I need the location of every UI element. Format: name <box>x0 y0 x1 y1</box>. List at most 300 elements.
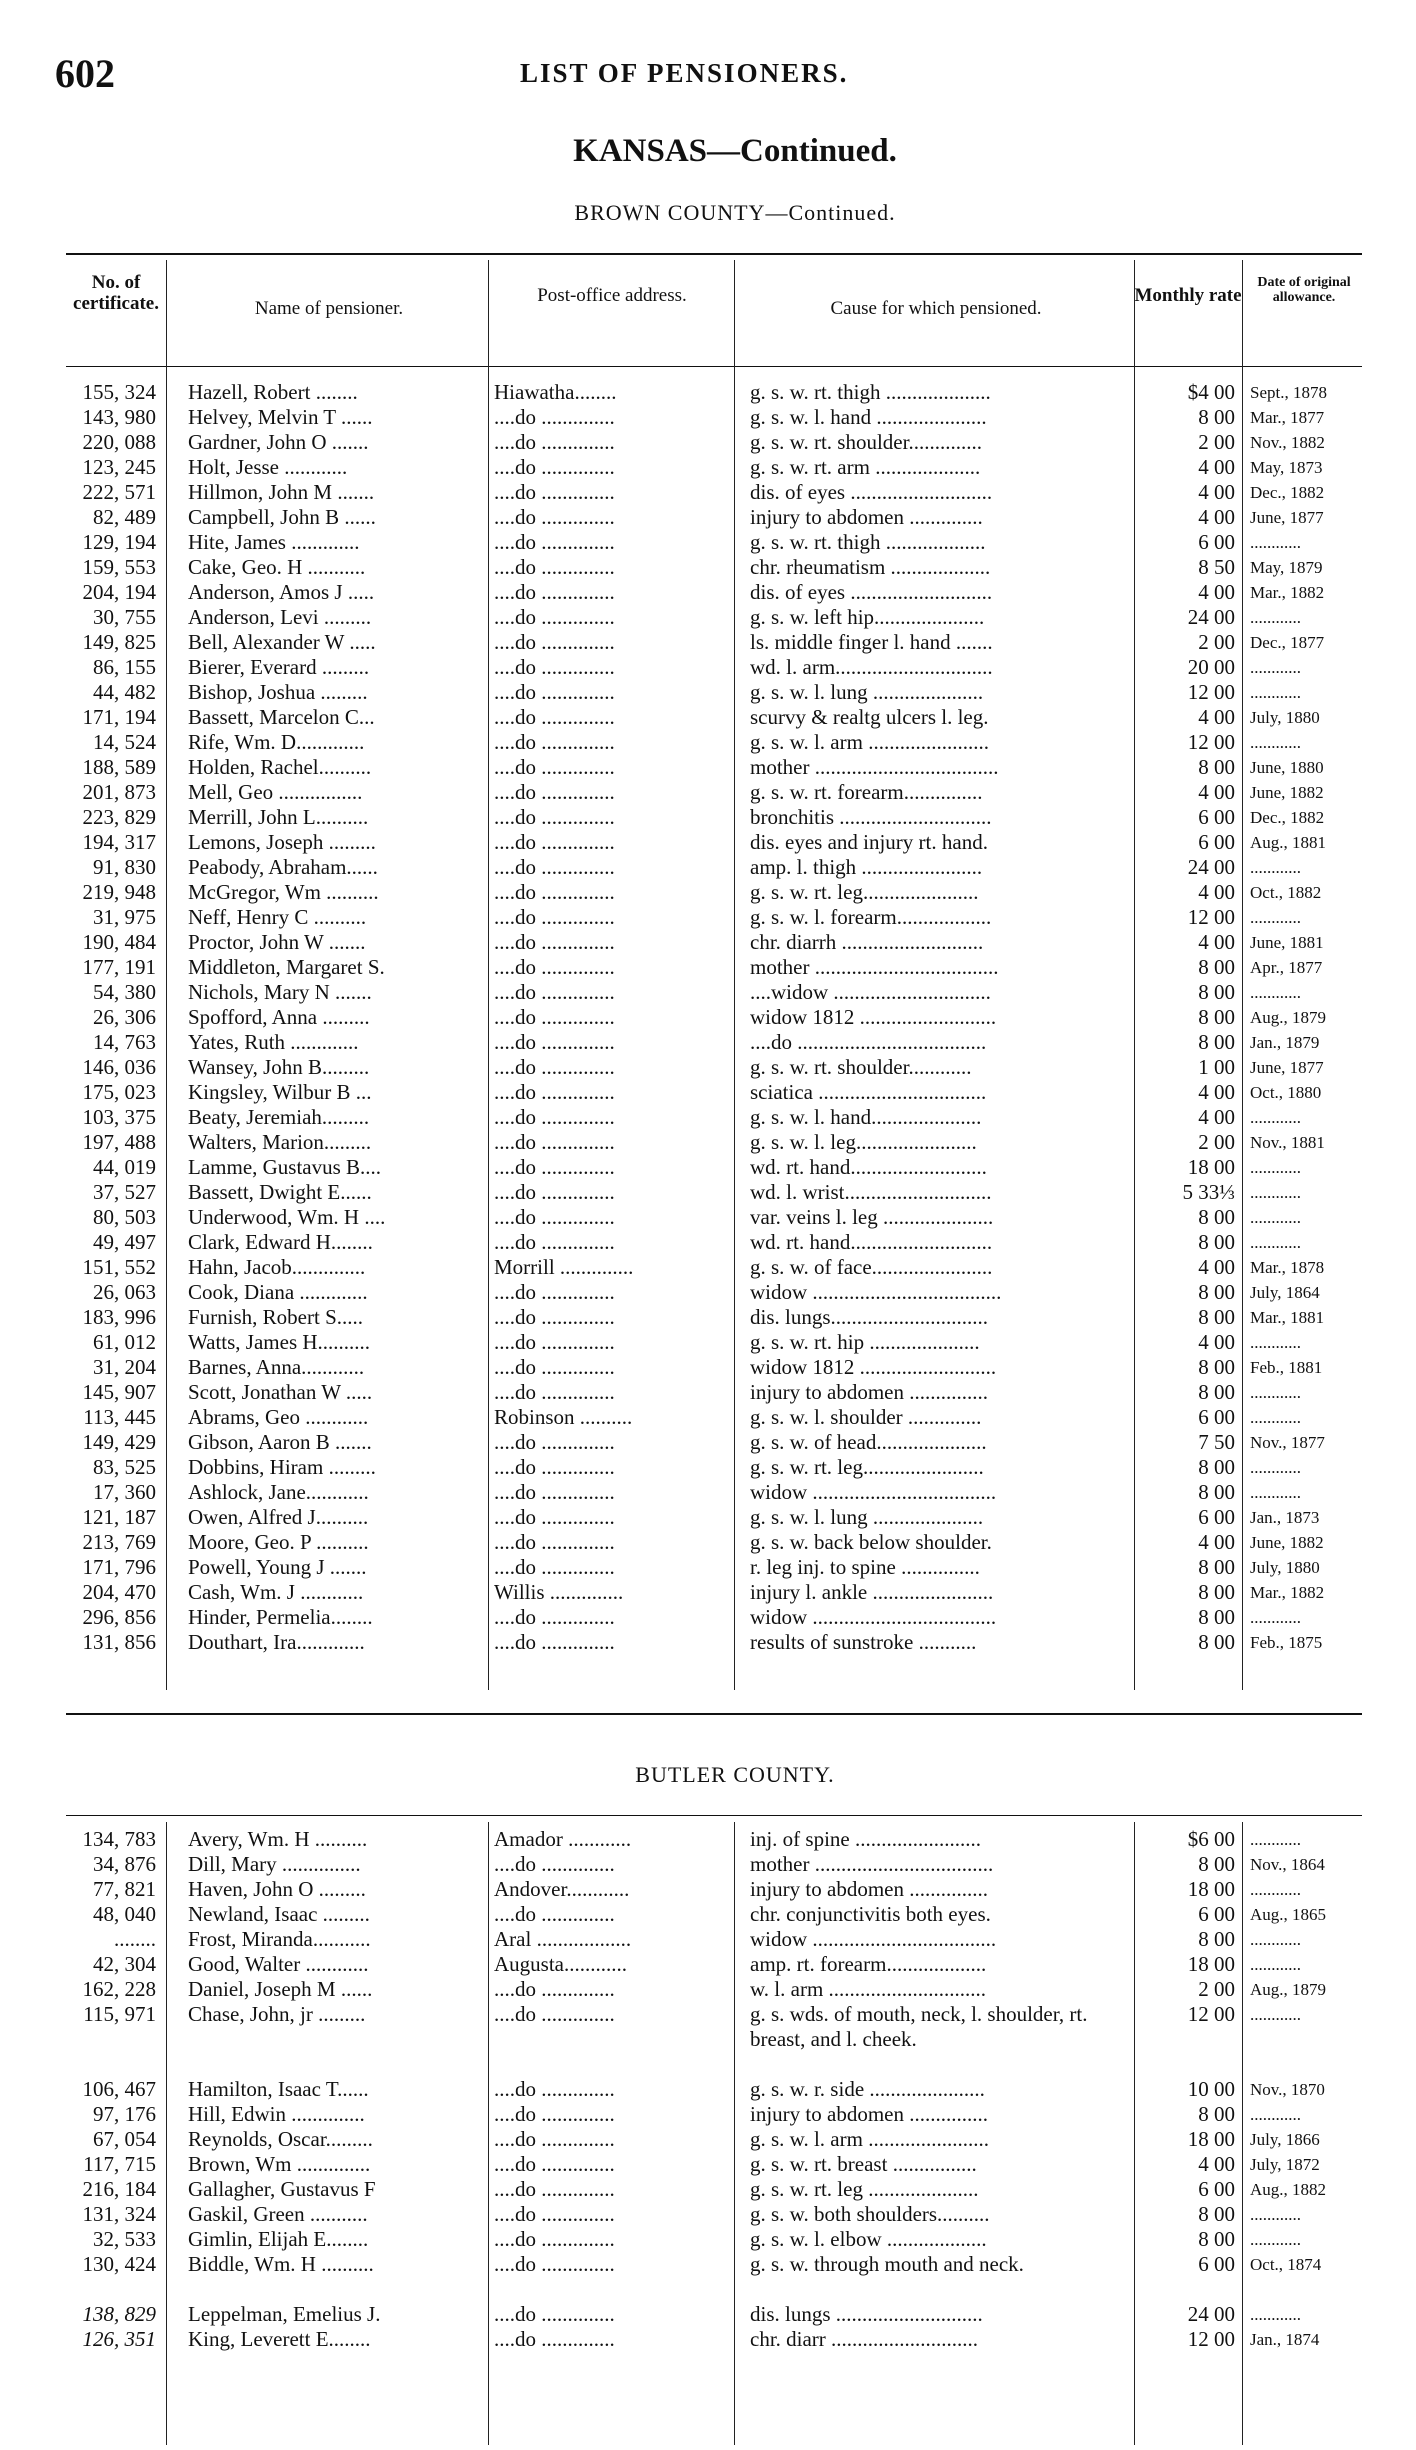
post-office-cell: ....do .............. <box>494 2302 615 2326</box>
certificate-number-cell: 145, 907 <box>82 1380 156 1404</box>
allowance-date-cell: May, 1879 <box>1250 558 1323 577</box>
table-row <box>0 1902 1416 1927</box>
monthly-rate-cell: 6 00 <box>1198 2252 1235 2276</box>
allowance-date-cell: July, 1872 <box>1250 2155 1320 2174</box>
table-row <box>0 2327 1416 2352</box>
certificate-number-cell: 31, 975 <box>93 905 156 929</box>
allowance-date-cell: ............ <box>1250 1158 1301 1177</box>
post-office-cell: ....do .............. <box>494 2177 615 2201</box>
allowance-date-cell: May, 1873 <box>1250 458 1323 477</box>
certificate-number-cell: 44, 019 <box>93 1155 156 1179</box>
certificate-number-cell: 131, 324 <box>82 2202 156 2226</box>
monthly-rate-cell: $6 00 <box>1187 1827 1235 1851</box>
certificate-number-cell: 106, 467 <box>82 2077 156 2101</box>
post-office-cell: Willis .............. <box>494 1580 624 1604</box>
allowance-date-cell: ............ <box>1250 858 1301 877</box>
post-office-cell: ....do .............. <box>494 1030 615 1054</box>
monthly-rate-cell: 12 00 <box>1187 2002 1235 2026</box>
pensioner-name-cell: Moore, Geo. P .......... <box>188 1530 369 1554</box>
monthly-rate-cell: 4 00 <box>1198 1105 1235 1129</box>
cause-cell: g. s. w. l. hand ..................... <box>750 405 987 429</box>
cause-cell: g. s. w. l. arm ....................... <box>750 730 989 754</box>
allowance-date-cell: Mar., 1882 <box>1250 583 1325 602</box>
post-office-cell: ....do .............. <box>494 2202 615 2226</box>
post-office-cell: ....do .............. <box>494 1080 615 1104</box>
cause-cell: wd. l. arm.............................. <box>750 655 993 679</box>
monthly-rate-cell: 8 00 <box>1198 2227 1235 2251</box>
certificate-number-cell: 220, 088 <box>82 430 156 454</box>
pensioner-name-cell: Hill, Edwin .............. <box>188 2102 365 2126</box>
post-office-cell: Hiawatha........ <box>494 380 617 404</box>
pensioner-name-cell: Rife, Wm. D............. <box>188 730 365 754</box>
table-row <box>0 1455 1416 1480</box>
cause-cell: g. s. w. rt. leg...................... <box>750 880 979 904</box>
header-bottom-rule <box>66 366 1362 367</box>
post-office-cell: Robinson .......... <box>494 1405 633 1429</box>
cause-cell: amp. l. thigh ....................... <box>750 855 983 879</box>
monthly-rate-cell: 6 00 <box>1198 1405 1235 1429</box>
post-office-cell: ....do .............. <box>494 1605 615 1629</box>
post-office-cell: ....do .............. <box>494 1055 615 1079</box>
pensioner-name-cell: Gimlin, Elijah E........ <box>188 2227 369 2251</box>
table-row <box>0 780 1416 805</box>
pensioner-name-cell: Powell, Young J ....... <box>188 1555 367 1579</box>
post-office-cell: ....do .............. <box>494 2252 615 2276</box>
post-office-cell: ....do .............. <box>494 1180 615 1204</box>
pensioner-name-cell: Douthart, Ira............. <box>188 1630 365 1654</box>
cause-cell: g. s. w. left hip..................... <box>750 605 985 629</box>
cause-cell: dis. lungs.............................. <box>750 1305 989 1329</box>
cause-cell: g. s. w. l. lung ..................... <box>750 680 984 704</box>
certificate-number-cell: 42, 304 <box>93 1952 156 1976</box>
certificate-number-cell: 138, 829 <box>82 2302 156 2326</box>
table-row <box>0 555 1416 580</box>
pensioner-name-cell: Neff, Henry C .......... <box>188 905 367 929</box>
certificate-number-cell: 30, 755 <box>93 605 156 629</box>
allowance-date-cell: Aug., 1865 <box>1250 1905 1327 1924</box>
table-row <box>0 1030 1416 1055</box>
cause-cell: mother ................................... <box>750 755 999 779</box>
monthly-rate-cell: 18 00 <box>1187 1155 1235 1179</box>
table-row <box>0 930 1416 955</box>
pensioner-name-cell: Reynolds, Oscar......... <box>188 2127 373 2151</box>
pensioner-name-cell: Cash, Wm. J ............ <box>188 1580 364 1604</box>
monthly-rate-cell: 4 00 <box>1198 505 1235 529</box>
certificate-number-cell: 126, 351 <box>82 2327 156 2351</box>
monthly-rate-cell: 18 00 <box>1187 1877 1235 1901</box>
table-row <box>0 480 1416 505</box>
post-office-cell: ....do .............. <box>494 655 615 679</box>
pensioner-name-cell: Wansey, John B......... <box>188 1055 370 1079</box>
certificate-number-cell: 149, 825 <box>82 630 156 654</box>
monthly-rate-cell: 6 00 <box>1198 530 1235 554</box>
certificate-number-cell: 162, 228 <box>82 1977 156 2001</box>
allowance-date-cell: June, 1882 <box>1250 783 1324 802</box>
table-row <box>0 380 1416 405</box>
cause-cell: injury to abdomen .............. <box>750 505 983 529</box>
column-header-name: Name of pensioner. <box>254 298 404 319</box>
post-office-cell: ....do .............. <box>494 1480 615 1504</box>
monthly-rate-cell: 6 00 <box>1198 2177 1235 2201</box>
cause-cell: g. s. w. rt. arm .................... <box>750 455 981 479</box>
pensioner-name-cell: Mell, Geo ................ <box>188 780 363 804</box>
allowance-date-cell: June, 1877 <box>1250 508 1324 527</box>
certificate-number-cell: 31, 204 <box>93 1355 156 1379</box>
monthly-rate-cell: 8 00 <box>1198 955 1235 979</box>
certificate-number-cell: 129, 194 <box>82 530 156 554</box>
cause-cell: r. leg inj. to spine ............... <box>750 1555 980 1579</box>
pensioner-name-cell: Abrams, Geo ............ <box>188 1405 369 1429</box>
allowance-date-cell: Nov., 1881 <box>1250 1133 1325 1152</box>
cause-cell: injury to abdomen ............... <box>750 1877 988 1901</box>
table-row <box>0 1480 1416 1505</box>
post-office-cell: ....do .............. <box>494 830 615 854</box>
pensioner-name-cell: Hite, James ............. <box>188 530 360 554</box>
certificate-number-cell: 34, 876 <box>93 1852 156 1876</box>
table-row <box>0 1080 1416 1105</box>
table-row <box>0 505 1416 530</box>
cause-cell: widow 1812 .......................... <box>750 1355 997 1379</box>
pensioner-name-cell: Merrill, John L.......... <box>188 805 369 829</box>
allowance-date-cell: Aug., 1879 <box>1250 1980 1327 1999</box>
pensioner-name-cell: Beaty, Jeremiah......... <box>188 1105 370 1129</box>
cause-cell: wd. l. wrist............................ <box>750 1180 992 1204</box>
table-row <box>0 1130 1416 1155</box>
cause-cell: chr. rheumatism ................... <box>750 555 991 579</box>
certificate-number-cell: 190, 484 <box>82 930 156 954</box>
table-row <box>0 430 1416 455</box>
post-office-cell: ....do .............. <box>494 580 615 604</box>
allowance-date-cell: ............ <box>1250 2205 1301 2224</box>
table-row <box>0 1605 1416 1630</box>
certificate-number-cell: 159, 553 <box>82 555 156 579</box>
allowance-date-cell: ............ <box>1250 1233 1301 1252</box>
table-row <box>0 705 1416 730</box>
certificate-number-cell: 103, 375 <box>82 1105 156 1129</box>
allowance-date-cell: July, 1864 <box>1250 1283 1320 1302</box>
state-title: KANSAS—Continued. <box>573 133 897 169</box>
post-office-cell: ....do .............. <box>494 980 615 1004</box>
monthly-rate-cell: 8 00 <box>1198 1555 1235 1579</box>
certificate-number-cell: 130, 424 <box>82 2252 156 2276</box>
pensioner-name-cell: Leppelman, Emelius J. <box>188 2302 381 2326</box>
monthly-rate-cell: 2 00 <box>1198 1130 1235 1154</box>
monthly-rate-cell: 4 00 <box>1198 880 1235 904</box>
certificate-number-cell: 171, 194 <box>82 705 156 729</box>
monthly-rate-cell: 8 00 <box>1198 1852 1235 1876</box>
certificate-number-cell: 48, 040 <box>93 1902 156 1926</box>
cause-cell: g. s. w. l. leg....................... <box>750 1130 977 1154</box>
allowance-date-cell: ............ <box>1250 1930 1301 1949</box>
pensioner-name-cell: Lemons, Joseph ......... <box>188 830 376 854</box>
cause-cell: g. s. w. rt. forearm............... <box>750 780 983 804</box>
table-row <box>0 1155 1416 1180</box>
allowance-date-cell: Feb., 1881 <box>1250 1358 1323 1377</box>
cause-cell: g. s. w. l. arm ....................... <box>750 2127 989 2151</box>
certificate-number-cell: 54, 380 <box>93 980 156 1004</box>
post-office-cell: ....do .............. <box>494 2327 615 2351</box>
allowance-date-cell: Nov., 1870 <box>1250 2080 1325 2099</box>
pensioner-name-cell: Holden, Rachel.......... <box>188 755 372 779</box>
allowance-date-cell: ............ <box>1250 983 1301 1002</box>
allowance-date-cell: ............ <box>1250 1108 1301 1127</box>
page-number: 602 <box>55 51 115 96</box>
monthly-rate-cell: 6 00 <box>1198 805 1235 829</box>
allowance-date-cell: ............ <box>1250 533 1301 552</box>
post-office-cell: ....do .............. <box>494 730 615 754</box>
post-office-cell: ....do .............. <box>494 1505 615 1529</box>
monthly-rate-cell: 4 00 <box>1198 1330 1235 1354</box>
table-row <box>0 755 1416 780</box>
cause-cell: ....do .................................... <box>750 1030 987 1054</box>
post-office-cell: ....do .............. <box>494 530 615 554</box>
post-office-cell: ....do .............. <box>494 555 615 579</box>
allowance-date-cell: July, 1866 <box>1250 2130 1320 2149</box>
pensioner-name-cell: Gaskil, Green ........... <box>188 2202 368 2226</box>
certificate-number-cell: 296, 856 <box>82 1605 156 1629</box>
allowance-date-cell: Apr., 1877 <box>1250 958 1323 977</box>
post-office-cell: Amador ............ <box>494 1827 632 1851</box>
pensioner-name-cell: Cook, Diana ............. <box>188 1280 368 1304</box>
pensioner-name-cell: Bell, Alexander W ..... <box>188 630 376 654</box>
table-row <box>0 880 1416 905</box>
cause-cell: widow ................................... <box>750 1927 997 1951</box>
table-row <box>0 1952 1416 1977</box>
post-office-cell: ....do .............. <box>494 780 615 804</box>
post-office-cell: ....do .............. <box>494 430 615 454</box>
certificate-number-cell: 155, 324 <box>82 380 156 404</box>
cause-cell: dis. of eyes ........................... <box>750 580 993 604</box>
certificate-number-cell: 37, 527 <box>93 1180 156 1204</box>
pensioner-name-cell: Holt, Jesse ............ <box>188 455 348 479</box>
post-office-cell: ....do .............. <box>494 905 615 929</box>
allowance-date-cell: Oct., 1880 <box>1250 1083 1322 1102</box>
certificate-number-cell: 14, 524 <box>93 730 156 754</box>
certificate-number-cell: 14, 763 <box>93 1030 156 1054</box>
cause-cell: widow .................................... <box>750 1280 1002 1304</box>
certificate-number-cell: 82, 489 <box>93 505 156 529</box>
cause-cell: var. veins l. leg ..................... <box>750 1205 994 1229</box>
table-row <box>0 1330 1416 1355</box>
certificate-number-cell: 115, 971 <box>83 2002 156 2026</box>
post-office-cell: ....do .............. <box>494 880 615 904</box>
cause-cell: ....widow .............................. <box>750 980 991 1004</box>
table-row <box>0 955 1416 980</box>
cause-cell: g. s. w. back below shoulder. <box>750 1530 992 1554</box>
cause-cell: g. s. w. l. lung ..................... <box>750 1505 984 1529</box>
certificate-number-cell: 143, 980 <box>82 405 156 429</box>
table-row <box>0 980 1416 1005</box>
post-office-cell: ....do .............. <box>494 1130 615 1154</box>
monthly-rate-cell: 8 00 <box>1198 1205 1235 1229</box>
allowance-date-cell: July, 1880 <box>1250 1558 1320 1577</box>
post-office-cell: ....do .............. <box>494 455 615 479</box>
allowance-date-cell: Sept., 1878 <box>1250 383 1327 402</box>
cause-cell: g. s. w. rt. shoulder............ <box>750 1055 972 1079</box>
post-office-cell: ....do .............. <box>494 855 615 879</box>
brown-county-title: BROWN COUNTY—Continued. <box>574 200 896 225</box>
allowance-date-cell: ............ <box>1250 733 1301 752</box>
pensioner-name-cell: Hahn, Jacob.............. <box>188 1255 366 1279</box>
column-header-certificate: No. of certificate. <box>73 272 159 314</box>
allowance-date-cell: Mar., 1877 <box>1250 408 1325 427</box>
post-office-cell: ....do .............. <box>494 1105 615 1129</box>
monthly-rate-cell: 18 00 <box>1187 1952 1235 1976</box>
table-row <box>0 680 1416 705</box>
certificate-number-cell: 113, 445 <box>83 1405 156 1429</box>
post-office-cell: ....do .............. <box>494 1305 615 1329</box>
certificate-number-cell: 183, 996 <box>82 1305 156 1329</box>
monthly-rate-cell: 6 00 <box>1198 1902 1235 1926</box>
certificate-number-cell: 149, 429 <box>82 1430 156 1454</box>
table-row <box>0 455 1416 480</box>
certificate-number-cell: 26, 306 <box>93 1005 156 1029</box>
cause-cell: scurvy & realtg ulcers l. leg. <box>750 705 989 729</box>
allowance-date-cell: ............ <box>1250 908 1301 927</box>
certificate-number-cell: 117, 715 <box>83 2152 156 2176</box>
monthly-rate-cell: 4 00 <box>1198 705 1235 729</box>
certificate-number-cell: 97, 176 <box>93 2102 156 2126</box>
cause-cell: wd. rt. hand........................... <box>750 1230 993 1254</box>
certificate-number-cell: 134, 783 <box>82 1827 156 1851</box>
certificate-number-cell: 194, 317 <box>82 830 156 854</box>
table-row <box>0 1105 1416 1130</box>
certificate-number-cell: 219, 948 <box>82 880 156 904</box>
table-top-rule <box>66 253 1362 255</box>
table-row <box>0 1305 1416 1330</box>
table-row <box>0 1505 1416 1530</box>
brown-table-bottom-rule <box>66 1713 1362 1715</box>
monthly-rate-cell: 4 00 <box>1198 780 1235 804</box>
post-office-cell: ....do .............. <box>494 480 615 504</box>
post-office-cell: ....do .............. <box>494 1902 615 1926</box>
post-office-cell: ....do .............. <box>494 405 615 429</box>
pensioner-name-cell: Kingsley, Wilbur B ... <box>188 1080 372 1104</box>
post-office-cell: ....do .............. <box>494 1005 615 1029</box>
table-row <box>0 830 1416 855</box>
pensioner-name-cell: Dobbins, Hiram ......... <box>188 1455 376 1479</box>
monthly-rate-cell: 4 00 <box>1198 930 1235 954</box>
pensioner-name-cell: Scott, Jonathan W ..... <box>188 1380 373 1404</box>
table-row <box>0 1405 1416 1430</box>
cause-cell: mother .................................. <box>750 1852 994 1876</box>
allowance-date-cell: ............ <box>1250 2105 1301 2124</box>
table-row <box>0 1280 1416 1305</box>
pensioner-name-cell: Owen, Alfred J.......... <box>188 1505 369 1529</box>
cause-cell: ls. middle finger l. hand ....... <box>750 630 993 654</box>
pensioner-name-cell: Helvey, Melvin T ...... <box>188 405 373 429</box>
certificate-number-cell: 17, 360 <box>93 1480 156 1504</box>
certificate-number-cell: 121, 187 <box>82 1505 156 1529</box>
table-row <box>0 1055 1416 1080</box>
allowance-date-cell: Mar., 1881 <box>1250 1308 1325 1327</box>
allowance-date-cell: Nov., 1882 <box>1250 433 1325 452</box>
allowance-date-cell: July, 1880 <box>1250 708 1320 727</box>
monthly-rate-cell: $4 00 <box>1187 380 1235 404</box>
certificate-number-cell: 32, 533 <box>93 2227 156 2251</box>
certificate-number-cell: 216, 184 <box>82 2177 156 2201</box>
pensioner-name-cell: Underwood, Wm. H .... <box>188 1205 386 1229</box>
table-row <box>0 405 1416 430</box>
monthly-rate-cell: 8 00 <box>1198 755 1235 779</box>
certificate-number-cell: 201, 873 <box>82 780 156 804</box>
post-office-cell: Morrill .............. <box>494 1255 634 1279</box>
post-office-cell: ....do .............. <box>494 755 615 779</box>
table-row <box>0 2227 1416 2252</box>
monthly-rate-cell: 8 00 <box>1198 1305 1235 1329</box>
cause-cell: g. s. w. rt. breast ................ <box>750 2152 977 2176</box>
table-row <box>0 2002 1416 2077</box>
cause-cell: g. s. w. l. forearm.................. <box>750 905 992 929</box>
table-row <box>0 1555 1416 1580</box>
allowance-date-cell: ............ <box>1250 1955 1301 1974</box>
allowance-date-cell: ............ <box>1250 683 1301 702</box>
table-row <box>0 605 1416 630</box>
certificate-number-cell: 204, 470 <box>82 1580 156 1604</box>
pensioner-name-cell: Proctor, John W ....... <box>188 930 366 954</box>
cause-cell: chr. diarr ............................ <box>750 2327 979 2351</box>
monthly-rate-cell: 2 00 <box>1198 1977 1235 2001</box>
pensioner-name-cell: Gibson, Aaron B ....... <box>188 1430 372 1454</box>
allowance-date-cell: Nov., 1877 <box>1250 1433 1325 1452</box>
monthly-rate-cell: 8 00 <box>1198 1455 1235 1479</box>
pensioner-name-cell: Hazell, Robert ........ <box>188 380 358 404</box>
allowance-date-cell: Aug., 1882 <box>1250 2180 1327 2199</box>
monthly-rate-cell: 5 33⅓ <box>1182 1180 1235 1204</box>
pensioner-name-cell: Bishop, Joshua ......... <box>188 680 368 704</box>
monthly-rate-cell: 6 00 <box>1198 830 1235 854</box>
pensioner-name-cell: Daniel, Joseph M ...... <box>188 1977 373 2001</box>
monthly-rate-cell: 4 00 <box>1198 480 1235 504</box>
monthly-rate-cell: 2 00 <box>1198 630 1235 654</box>
table-row <box>0 1927 1416 1952</box>
pensioner-name-cell: Walters, Marion......... <box>188 1130 372 1154</box>
allowance-date-cell: ............ <box>1250 2005 1301 2024</box>
post-office-cell: Augusta............ <box>494 1952 627 1976</box>
allowance-date-cell: Dec., 1877 <box>1250 633 1325 652</box>
column-header-post-office: Post-office address. <box>537 285 687 306</box>
pensioner-name-cell: Biddle, Wm. H .......... <box>188 2252 374 2276</box>
allowance-date-cell: ............ <box>1250 1208 1301 1227</box>
allowance-date-cell: ............ <box>1250 1483 1301 1502</box>
cause-cell: g. s. w. l. hand..................... <box>750 1105 982 1129</box>
cause-cell: dis. of eyes ........................... <box>750 480 993 504</box>
allowance-date-cell: ............ <box>1250 1458 1301 1477</box>
pensioner-name-cell: Gallagher, Gustavus F <box>188 2177 376 2201</box>
pensioner-name-cell: Chase, John, jr ......... <box>188 2002 366 2026</box>
pensioner-name-cell: Newland, Isaac ......... <box>188 1902 370 1926</box>
pensioner-name-cell: Haven, John O ......... <box>188 1877 366 1901</box>
cause-cell: g. s. w. rt. leg....................... <box>750 1455 984 1479</box>
allowance-date-cell: ............ <box>1250 1408 1301 1427</box>
table-row <box>0 1877 1416 1902</box>
monthly-rate-cell: 8 00 <box>1198 405 1235 429</box>
table-row <box>0 1530 1416 1555</box>
allowance-date-cell: Nov., 1864 <box>1250 1855 1325 1874</box>
allowance-date-cell: Jan., 1873 <box>1250 1508 1320 1527</box>
certificate-number-cell: 177, 191 <box>82 955 156 979</box>
pensioner-name-cell: King, Leverett E........ <box>188 2327 371 2351</box>
monthly-rate-cell: 8 00 <box>1198 1480 1235 1504</box>
table-row <box>0 1180 1416 1205</box>
cause-cell: g. s. w. rt. thigh .................... <box>750 380 991 404</box>
certificate-number-cell: ........ <box>114 1927 156 1951</box>
butler-county-title: BUTLER COUNTY. <box>635 1762 835 1787</box>
allowance-date-cell: ............ <box>1250 1183 1301 1202</box>
monthly-rate-cell: 12 00 <box>1187 680 1235 704</box>
table-row <box>0 1430 1416 1455</box>
post-office-cell: ....do .............. <box>494 1555 615 1579</box>
